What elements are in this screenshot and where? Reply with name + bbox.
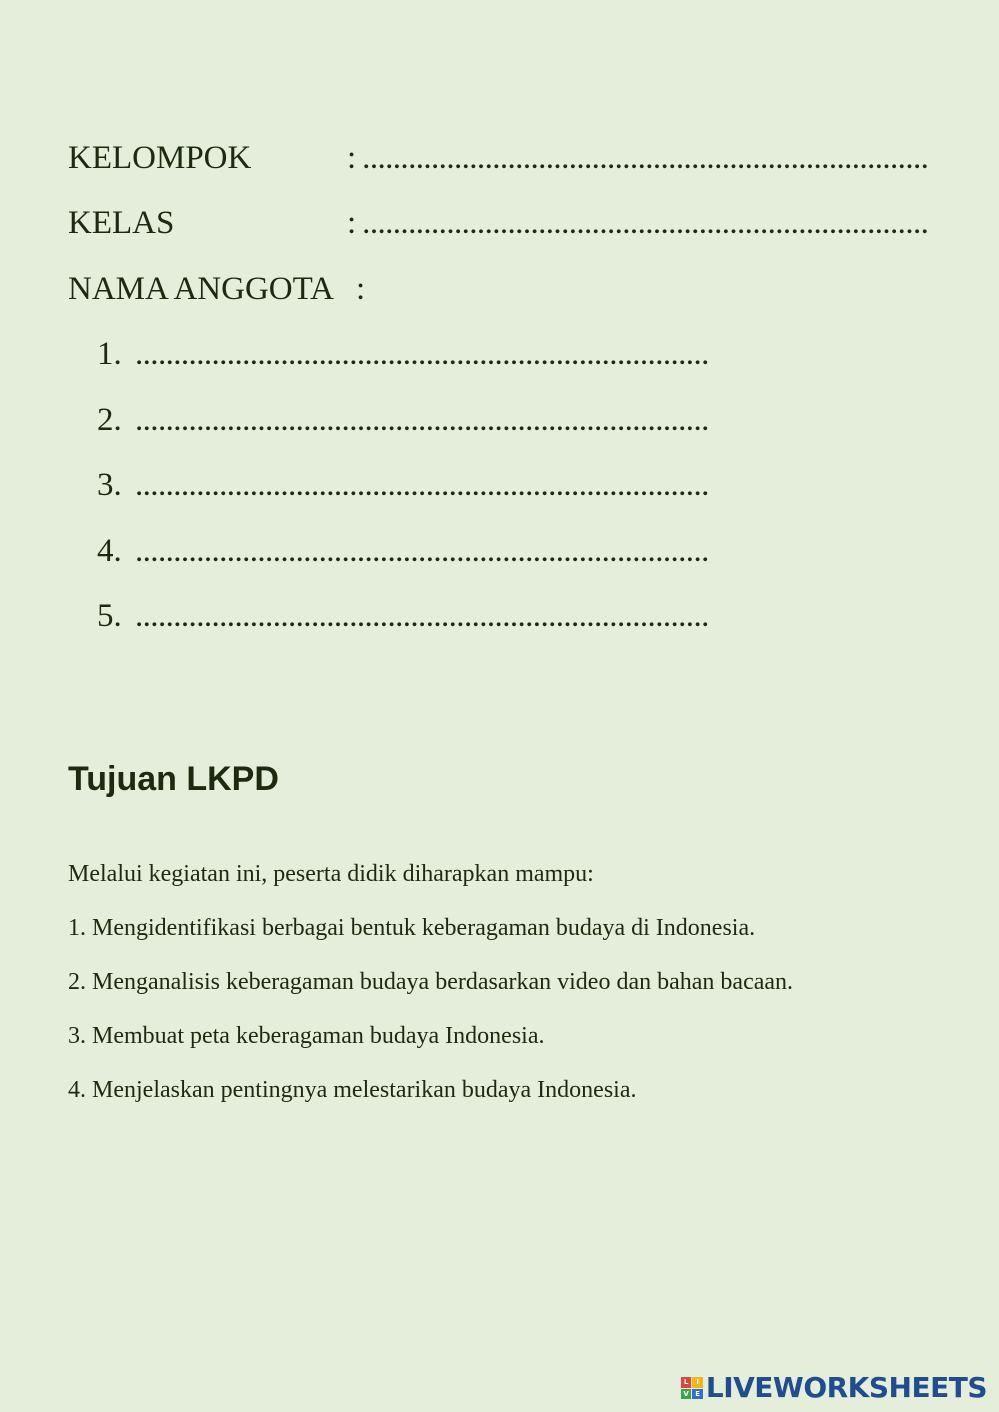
member-row	[97, 465, 709, 505]
logo-letter: L	[681, 1377, 692, 1388]
objectives-intro: Melalui kegiatan ini, peserta didik diharapkan mampu:	[68, 861, 594, 887]
members-colon: :	[355, 271, 366, 307]
logo-letter: E	[692, 1389, 703, 1400]
group-colon: :	[347, 140, 357, 176]
members-field	[68, 269, 365, 309]
class-label: KELAS	[68, 205, 175, 241]
member-row	[97, 400, 709, 440]
class-fill-line[interactable]: ..........................................................................	[362, 205, 929, 241]
objective-item: 4. Menjelaskan pentingnya melestarikan budaya Indonesia.	[68, 1077, 637, 1103]
member-number: 3.	[97, 467, 122, 503]
section-title: Tujuan LKPD	[68, 760, 279, 798]
member-fill-line[interactable]: ...........................................................................	[135, 467, 709, 503]
member-fill-line[interactable]: ...........................................................................	[135, 402, 709, 438]
objective-item: 1. Mengidentifikasi berbagai bentuk keberagaman budaya di Indonesia.	[68, 915, 756, 941]
group-field	[68, 138, 928, 178]
class-field	[68, 203, 928, 243]
class-colon: :	[347, 205, 357, 241]
liveworksheets-logo	[681, 1372, 987, 1404]
logo-letter: I	[692, 1377, 703, 1388]
logo-letter: V	[681, 1389, 692, 1400]
member-number: 1.	[97, 336, 122, 372]
objective-item: 2. Menganalisis keberagaman budaya berdasarkan video dan bahan bacaan.	[68, 969, 794, 995]
member-row	[97, 596, 709, 636]
member-number: 5.	[97, 598, 122, 634]
member-number: 4.	[97, 533, 122, 569]
group-label: KELOMPOK	[68, 140, 252, 176]
objective-item: 3. Membuat peta keberagaman budaya Indonesia.	[68, 1023, 545, 1049]
member-fill-line[interactable]: ...........................................................................	[135, 336, 709, 372]
member-number: 2.	[97, 402, 122, 438]
brand-name: LIVEWORKSHEETS	[705, 1371, 987, 1404]
member-fill-line[interactable]: ...........................................................................	[135, 598, 709, 634]
liveworksheets-logo-icon	[681, 1377, 703, 1399]
group-fill-line[interactable]: ..........................................................................	[362, 140, 929, 176]
members-label: NAMA ANGGOTA	[68, 271, 334, 307]
member-row	[97, 334, 709, 374]
member-row	[97, 531, 709, 571]
member-fill-line[interactable]: ...........................................................................	[135, 533, 709, 569]
